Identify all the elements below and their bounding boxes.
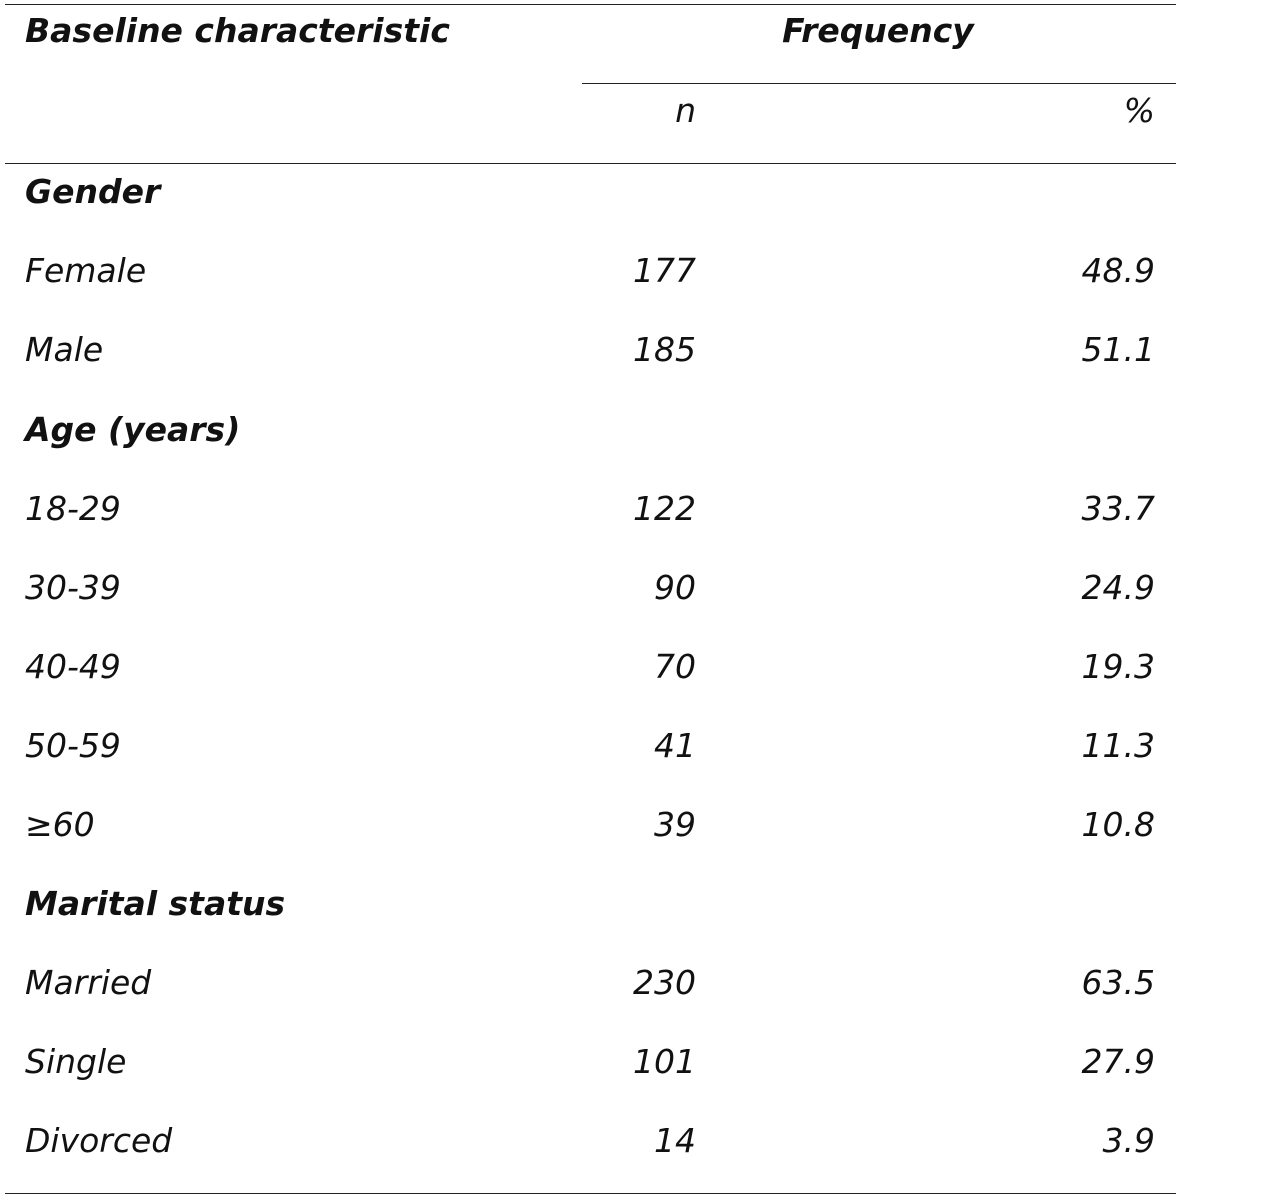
top-rule: [5, 4, 1176, 5]
row-label: Male: [25, 330, 104, 369]
row-label: 50-59: [25, 726, 121, 765]
row-label: 30-39: [25, 568, 121, 607]
header-rule: [5, 163, 1176, 164]
header-percent: %: [1123, 91, 1155, 130]
row-label: 40-49: [25, 647, 121, 686]
row-n: 41: [654, 726, 696, 765]
row-n: 177: [633, 251, 696, 290]
row-pct: 33.7: [1081, 489, 1155, 528]
row-pct: 24.9: [1081, 568, 1155, 607]
row-n: 230: [633, 963, 696, 1002]
row-label: 18-29: [25, 489, 121, 528]
row-pct: 10.8: [1081, 805, 1155, 844]
row-label: ≥60: [25, 805, 95, 844]
header-characteristic: Baseline characteristic: [25, 11, 450, 50]
row-pct: 27.9: [1081, 1042, 1155, 1081]
row-label: Single: [25, 1042, 127, 1081]
header-frequency: Frequency: [782, 11, 974, 50]
row-pct: 11.3: [1081, 726, 1155, 765]
bottom-rule: [5, 1193, 1176, 1194]
row-label: Married: [25, 963, 152, 1002]
row-n: 14: [654, 1121, 696, 1160]
row-pct: 48.9: [1081, 251, 1155, 290]
row-n: 90: [654, 568, 696, 607]
row-label: Divorced: [25, 1121, 173, 1160]
header-n: n: [675, 91, 696, 130]
row-n: 185: [633, 330, 696, 369]
group-label: Marital status: [25, 884, 286, 923]
group-label: Age (years): [25, 410, 241, 449]
row-pct: 51.1: [1081, 330, 1155, 369]
row-n: 70: [654, 647, 696, 686]
row-n: 101: [633, 1042, 696, 1081]
row-pct: 63.5: [1081, 963, 1155, 1002]
row-n: 122: [633, 489, 696, 528]
group-label: Gender: [25, 172, 161, 211]
row-n: 39: [654, 805, 696, 844]
frequency-rule: [582, 83, 1176, 84]
row-pct: 19.3: [1081, 647, 1155, 686]
row-pct: 3.9: [1102, 1121, 1155, 1160]
row-label: Female: [25, 251, 147, 290]
